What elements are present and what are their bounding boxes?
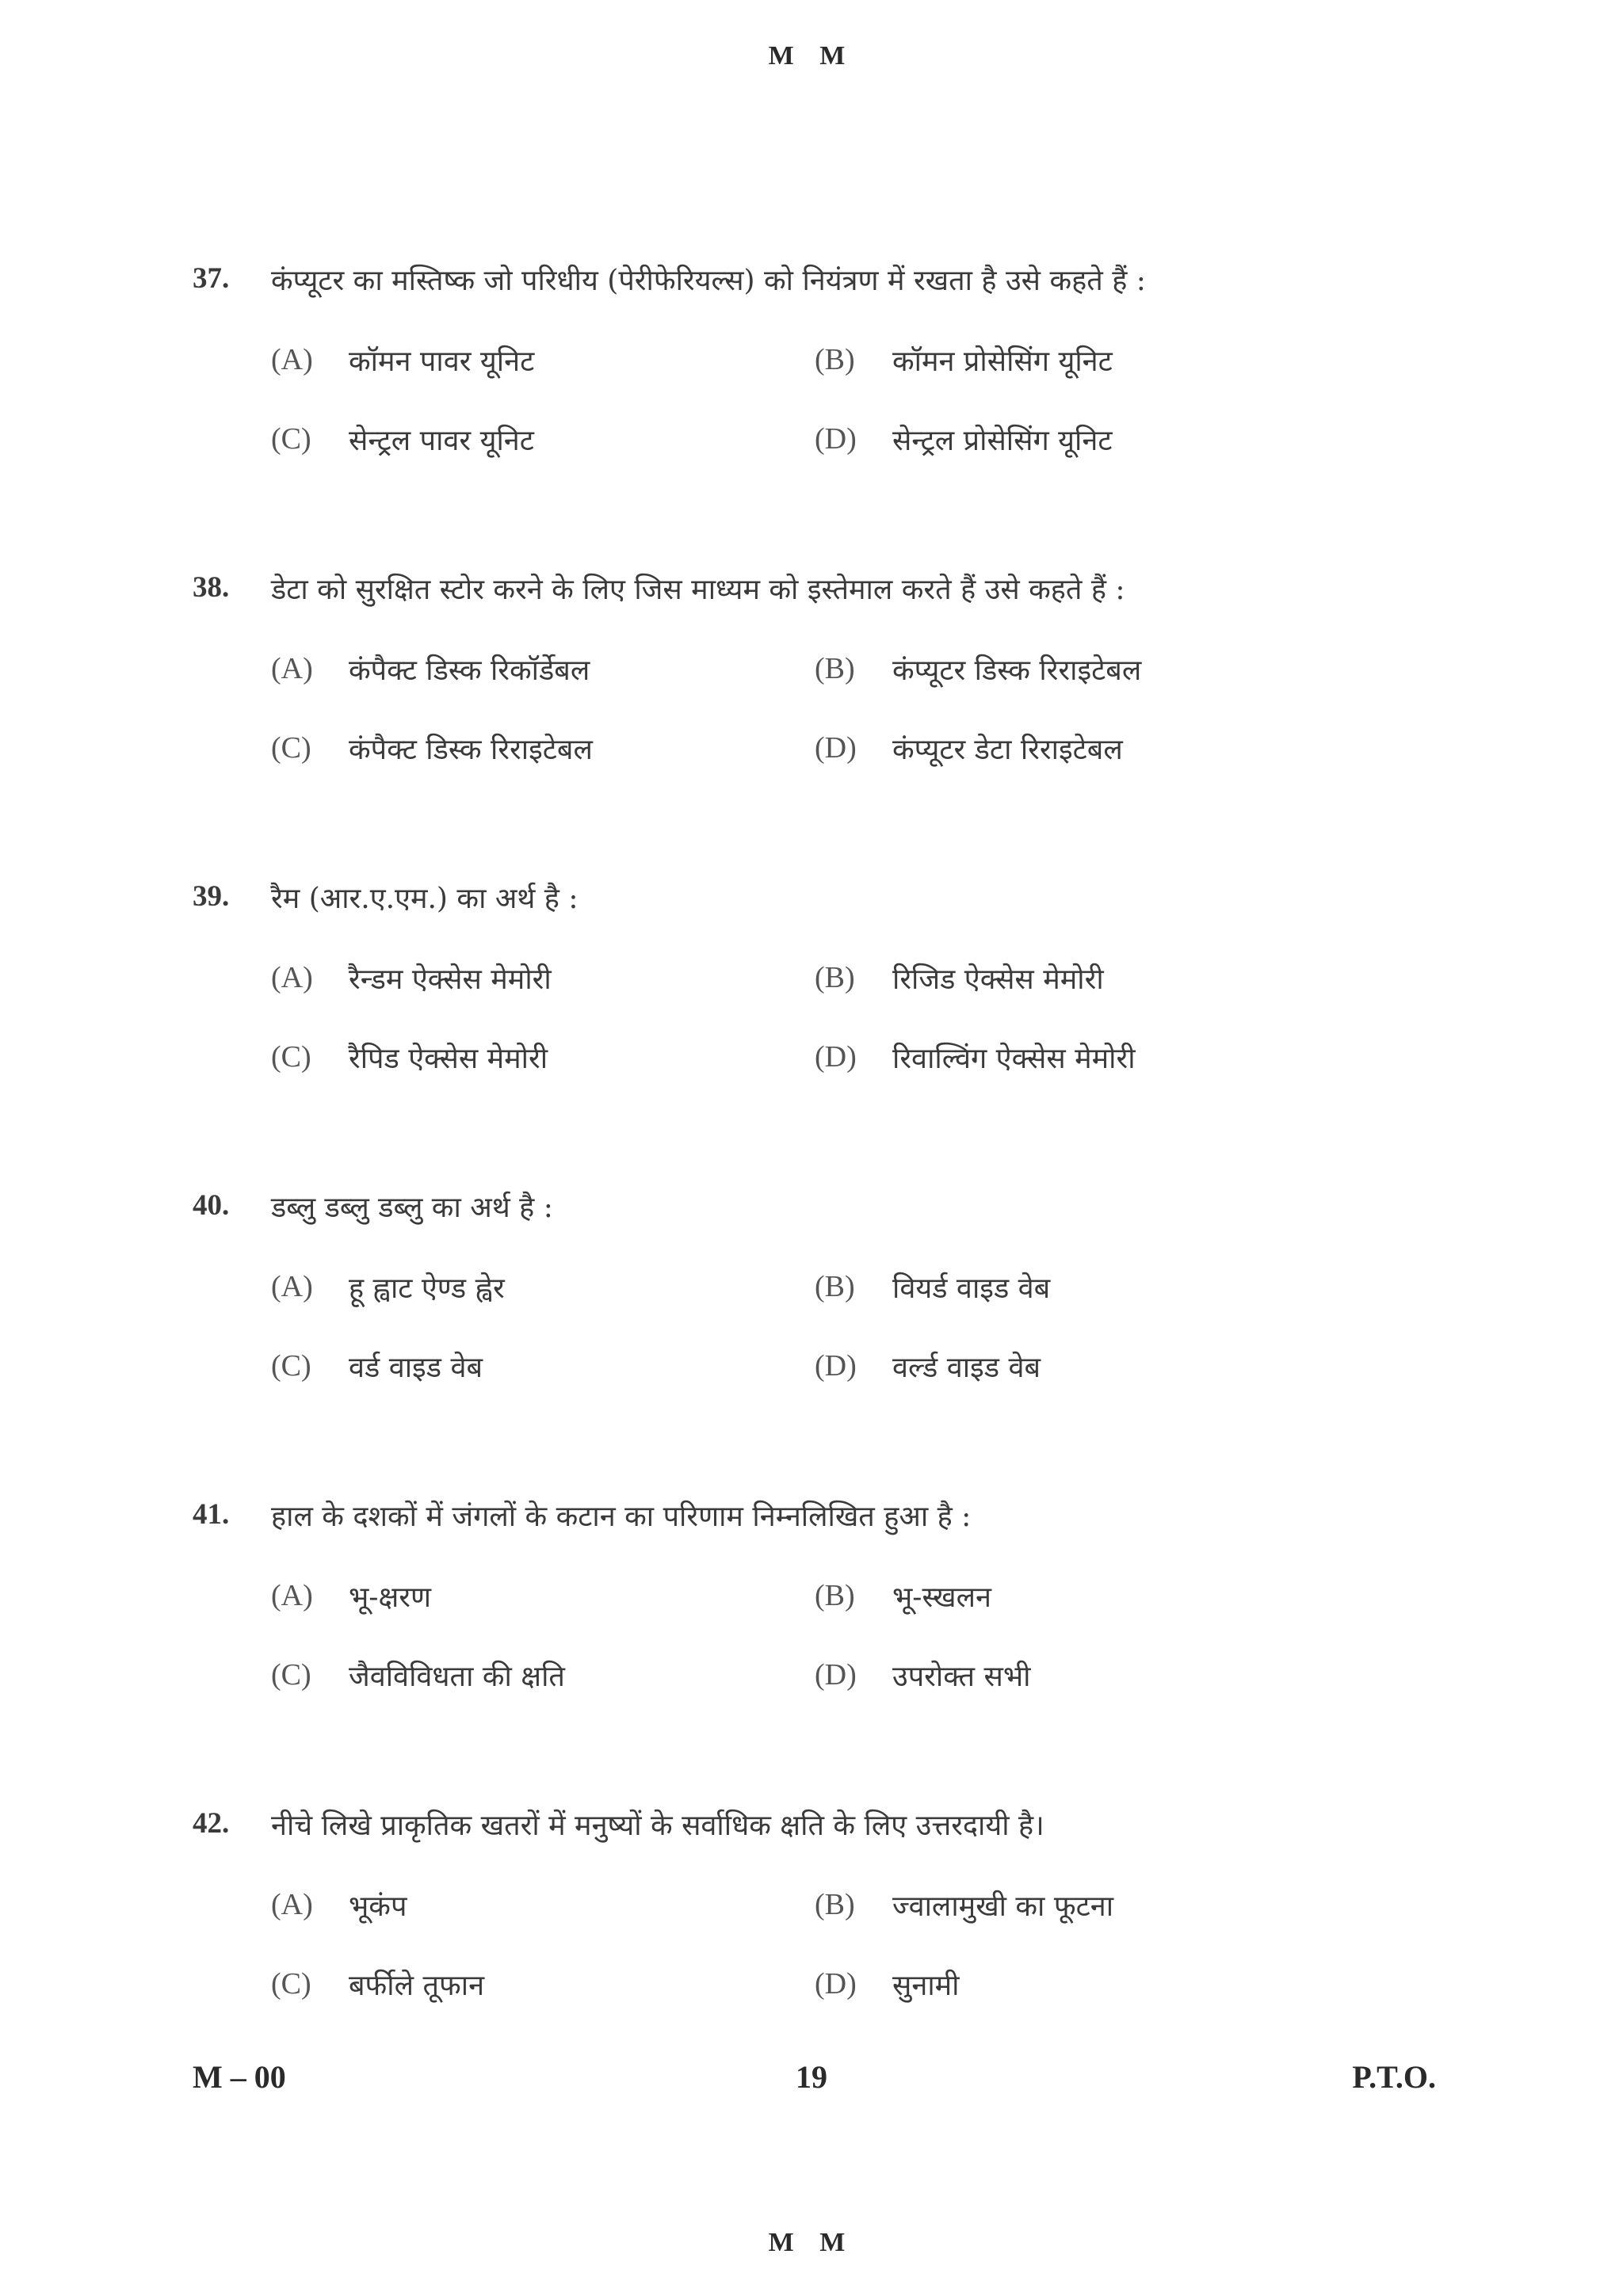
option-text: कॉमन पावर यूनिट — [349, 345, 535, 378]
option-text: हू ह्वाट ऐण्ड ह्वेर — [349, 1272, 505, 1305]
option-text: भू-स्खलन — [892, 1581, 991, 1614]
question-text: डब्लु डब्लु डब्लु का अर्थ है : — [271, 1192, 553, 1224]
option-letter: (C) — [271, 731, 311, 765]
option-text: भू-क्षरण — [349, 1581, 432, 1614]
option-letter: (B) — [815, 1270, 855, 1303]
option-letter: (D) — [815, 422, 857, 456]
option-text: रैन्डम ऐक्सेस मेमोरी — [349, 963, 552, 996]
option-letter: (D) — [815, 1658, 857, 1691]
paper-code: M – 00 — [193, 2059, 286, 2095]
option-letter: (B) — [815, 652, 855, 685]
option-text: भूकंप — [349, 1890, 407, 1923]
option-letter: (D) — [815, 1967, 857, 2000]
option-letter: (D) — [815, 1040, 857, 1074]
question-number: 38. — [193, 571, 230, 604]
question-number: 42. — [193, 1807, 230, 1840]
option-letter: (A) — [271, 961, 313, 994]
option-text: जैवविविधता की क्षति — [349, 1661, 565, 1693]
option-letter: (A) — [271, 343, 313, 376]
option-text: सुनामी — [892, 1970, 960, 2002]
option-letter: (C) — [271, 1967, 311, 2000]
option-letter: (C) — [271, 422, 311, 456]
option-letter: (A) — [271, 1888, 313, 1921]
question-text: रैम (आर.ए.एम.) का अर्थ है : — [271, 883, 579, 915]
option-text: उपरोक्त सभी — [892, 1661, 1031, 1693]
question-number: 39. — [193, 880, 230, 913]
option-text: कंपैक्ट डिस्क रिकॉर्डेबल — [349, 654, 590, 687]
option-text: सेन्ट्रल पावर यूनिट — [349, 425, 534, 457]
option-text: कंप्यूटर डिस्क रिराइटेबल — [892, 654, 1142, 687]
option-text: वियर्ड वाइड वेब — [892, 1272, 1051, 1305]
option-text: बर्फीले तूफान — [349, 1970, 485, 2002]
option-text: कंप्यूटर डेटा रिराइटेबल — [892, 734, 1123, 766]
option-letter: (B) — [815, 1579, 855, 1612]
question-number: 40. — [193, 1189, 230, 1222]
option-letter: (D) — [815, 1349, 857, 1383]
question-number: 37. — [193, 262, 230, 295]
question-text: डेटा को सुरक्षित स्टोर करने के लिए जिस माध्यम को इस्तेमाल करते हैं उसे कहते हैं : — [271, 574, 1125, 606]
question-text: नीचे लिखे प्राकृतिक खतरों में मनुष्यों के सर्वाधिक क्षति के लिए उत्तरदायी है। — [271, 1810, 1044, 1842]
option-text: कॉमन प्रोसेसिंग यूनिट — [892, 345, 1113, 378]
option-letter: (C) — [271, 1040, 311, 1074]
option-letter: (A) — [271, 652, 313, 685]
question-text: कंप्यूटर का मस्तिष्क जो परिधीय (पेरीफेरियल्स) को नियंत्रण में रखता है उसे कहते हैं : — [271, 265, 1146, 297]
option-letter: (C) — [271, 1658, 311, 1691]
option-letter: (A) — [271, 1270, 313, 1303]
option-letter: (B) — [815, 343, 855, 376]
footer-mark: M M — [768, 2228, 855, 2257]
option-text: वर्ल्ड वाइड वेब — [892, 1352, 1041, 1384]
option-letter: (B) — [815, 961, 855, 994]
option-text: रिजिड ऐक्सेस मेमोरी — [892, 963, 1104, 996]
option-letter: (B) — [815, 1888, 855, 1921]
option-text: कंपैक्ट डिस्क रिराइटेबल — [349, 734, 593, 766]
option-text: वर्ड वाइड वेब — [349, 1352, 483, 1384]
question-number: 41. — [193, 1498, 230, 1531]
option-letter: (A) — [271, 1579, 313, 1612]
option-letter: (C) — [271, 1349, 311, 1383]
please-turn-over: P.T.O. — [1352, 2059, 1436, 2095]
option-text: रैपिड ऐक्सेस मेमोरी — [349, 1043, 548, 1075]
option-text: सेन्ट्रल प्रोसेसिंग यूनिट — [892, 425, 1113, 457]
option-text: रिवाल्विंग ऐक्सेस मेमोरी — [892, 1043, 1136, 1075]
option-letter: (D) — [815, 731, 857, 765]
option-text: ज्वालामुखी का फूटना — [892, 1890, 1114, 1923]
question-text: हाल के दशकों में जंगलों के कटान का परिणाम निम्नलिखित हुआ है : — [271, 1501, 972, 1533]
header-mark: M M — [768, 41, 855, 71]
page-number: 19 — [796, 2059, 827, 2095]
